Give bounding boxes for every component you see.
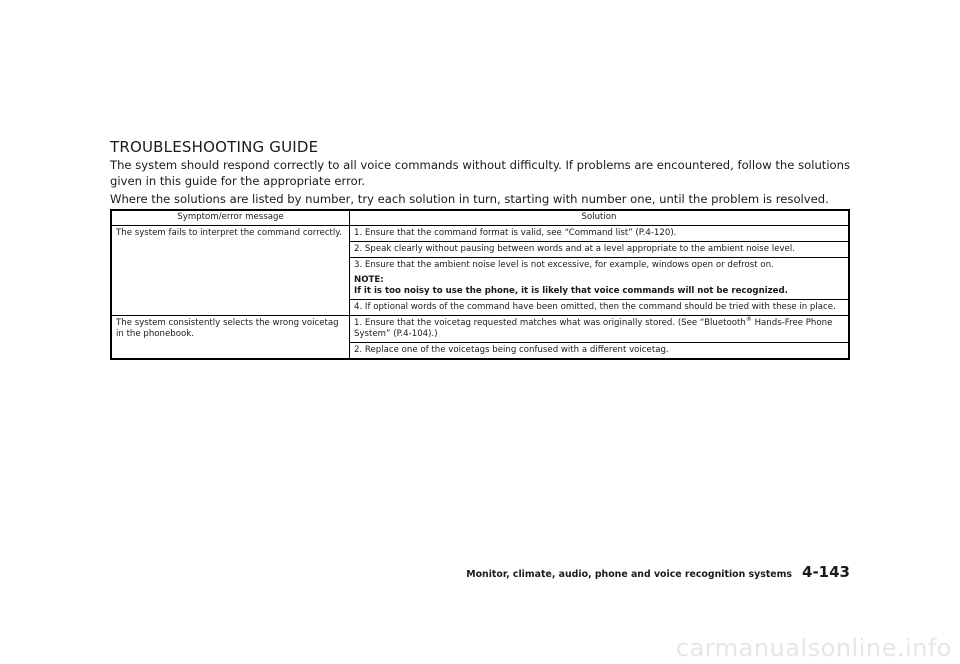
intro-paragraph-2: Where the solutions are listed by number, try each solution in turn, starting with number one, until the problem is resolved. bbox=[110, 192, 829, 206]
footer-section-title: Monitor, climate, audio, phone and voice recognition systems bbox=[466, 569, 793, 580]
page-number: 4-143 bbox=[802, 563, 850, 581]
table-row bbox=[111, 316, 849, 343]
solution-cell: 2. Replace one of the voicetags being confused with a different voicetag. bbox=[350, 343, 850, 360]
watermark: carmanualsonline.info bbox=[675, 634, 952, 662]
registered-mark: ® bbox=[745, 316, 752, 324]
solution-cell: 1. Ensure that the command format is valid, see “Command list” (P.4-120). bbox=[350, 226, 850, 242]
header-symptom: Symptom/error message bbox=[111, 210, 350, 226]
note-text: If it is too noisy to use the phone, it is likely that voice commands will not be recognized. bbox=[354, 286, 788, 296]
page-footer bbox=[466, 563, 850, 581]
table-row bbox=[111, 226, 849, 242]
solution-cell bbox=[350, 316, 850, 343]
symptom-cell: The system fails to interpret the command correctly. bbox=[111, 226, 350, 316]
symptom-cell: The system consistently selects the wrong voicetag in the phonebook. bbox=[111, 316, 350, 360]
solution-text: 1. Ensure that the voicetag requested matches what was originally stored. (See “Bluetooth bbox=[354, 318, 746, 328]
solution-text: 3. Ensure that the ambient noise level is not excessive, for example, windows open or defrost on. bbox=[354, 260, 774, 270]
intro-paragraph-1: The system should respond correctly to all voice commands without difficulty. If problems are encountered, follow the solutions given in this guide for the appropriate error. bbox=[110, 158, 851, 188]
header-solution: Solution bbox=[350, 210, 850, 226]
solution-cell: 2. Speak clearly without pausing between words and at a level appropriate to the ambient noise level. bbox=[350, 242, 850, 258]
troubleshooting-table bbox=[110, 209, 850, 360]
note-label: NOTE: bbox=[354, 275, 384, 285]
solution-text-tail: Hands-Free Phone System” (P.4-104).) bbox=[354, 318, 833, 339]
table-header-row bbox=[111, 210, 849, 226]
page-title: TROUBLESHOOTING GUIDE bbox=[110, 138, 319, 156]
solution-cell bbox=[350, 258, 850, 300]
solution-cell: 4. If optional words of the command have been omitted, then the command should be tried with these in place. bbox=[350, 300, 850, 316]
